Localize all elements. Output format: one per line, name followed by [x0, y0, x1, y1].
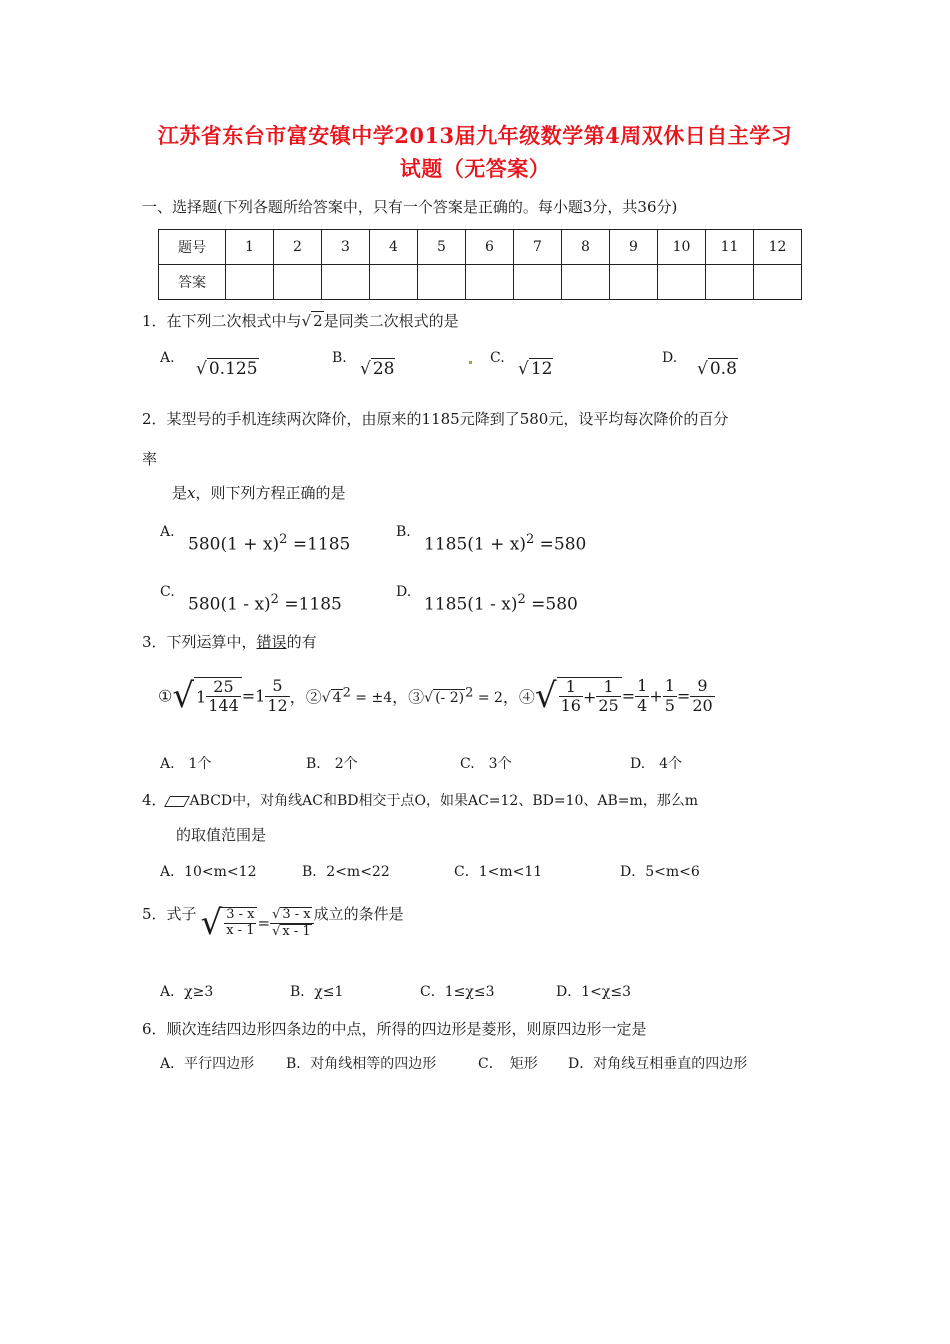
answer-cell[interactable]: [226, 265, 274, 300]
q3-option-a: A. 1个: [160, 756, 212, 772]
question-4-stem-cont: 的取值范围是: [176, 826, 267, 844]
fraction: [690, 677, 714, 715]
q5-option-b: B．χ≤1: [290, 984, 344, 1000]
table-header-cell: 答案: [159, 265, 226, 300]
mark-1: ①: [158, 686, 173, 706]
question-2-stem-line3: [172, 482, 346, 503]
numerator: 3 - x: [226, 907, 255, 923]
q1-option-c: √ 12: [518, 359, 553, 379]
answer-cell[interactable]: [706, 265, 754, 300]
denominator: x - 1: [226, 923, 255, 938]
q2-text-2: ，则下列方程正确的是: [195, 484, 346, 502]
expr: 1185(1 - x): [424, 594, 518, 615]
sqrt-symbol: √: [200, 903, 223, 943]
numerator: √ 3 - x: [270, 907, 314, 924]
sqrt-symbol: √: [172, 676, 195, 716]
radicand: 2: [313, 312, 323, 330]
q3-text: 3．下列运算中，: [142, 633, 257, 651]
fraction: [663, 677, 677, 715]
table-cell: 3: [322, 230, 370, 265]
question-1-stem: [142, 310, 459, 331]
radicand: 3 - x: [282, 906, 311, 922]
radicand: (- 2): [435, 690, 465, 707]
equals: =580: [531, 594, 578, 615]
fraction: [224, 908, 256, 939]
exponent: 2: [279, 532, 288, 547]
equals: =580: [539, 534, 587, 555]
denominator: 20: [692, 695, 713, 715]
q2-option-b: [424, 532, 586, 555]
radicand: [557, 677, 622, 716]
mark-2: ，②: [289, 687, 322, 707]
table-header-cell: 题号: [159, 230, 226, 265]
equals: =: [257, 914, 271, 932]
q4-number: 4．: [142, 791, 167, 809]
table-cell: 2: [274, 230, 322, 265]
q2-option-d: [424, 592, 578, 615]
radicand: 4: [332, 690, 342, 707]
answer-cell[interactable]: [514, 265, 562, 300]
answer-cell[interactable]: [274, 265, 322, 300]
fraction: [635, 677, 649, 715]
answer-cell[interactable]: [610, 265, 658, 300]
equals: =: [676, 686, 691, 706]
numerator: 9: [690, 677, 714, 696]
table-cell: 10: [658, 230, 706, 265]
table-cell: 12: [754, 230, 802, 265]
q3-option-d: D. 4个: [630, 756, 683, 772]
denominator: 5: [664, 695, 675, 715]
q4-option-a: A．10<m<12: [160, 864, 257, 880]
exponent: 2: [525, 532, 535, 547]
q3-underlined: 错误: [256, 633, 287, 651]
radicand: 0.8: [709, 359, 737, 379]
answer-table: [158, 229, 802, 300]
whole-part: 1: [196, 687, 207, 706]
q2-option-b-label: B.: [396, 524, 411, 540]
sqrt-2: √ 2: [301, 312, 323, 330]
q1-option-b: √ 28: [360, 359, 395, 379]
q6-option-a: A．平行四边形: [160, 1056, 255, 1072]
q5-option-d: D．1<χ≤3: [556, 984, 631, 1000]
question-6-stem: 6．顺次连结四边形四条边的中点，所得的四边形是菱形，则原四边形一定是: [142, 1020, 647, 1038]
question-2-stem: 2．某型号的手机连续两次降价，由原来的1185元降到了580元，设平均每次降价的百分: [142, 410, 729, 428]
q2-option-d-label: D.: [396, 584, 412, 600]
expr: 1185(1 + x): [424, 534, 526, 555]
equals: =1: [241, 686, 266, 706]
question-3-stem: [142, 631, 317, 652]
answer-cell[interactable]: [658, 265, 706, 300]
plus: +: [582, 687, 597, 706]
equals: =1185: [284, 594, 342, 615]
exponent: 2: [517, 592, 526, 607]
title-line-1: 江苏省东台市富安镇中学2013届九年级数学第4周双休日自主学习: [157, 123, 793, 148]
q6-option-d: D．对角线互相垂直的四边形: [568, 1056, 748, 1072]
title-line-2: 试题（无答案）: [399, 156, 551, 181]
table-row: [159, 230, 802, 265]
expr: 580(1 - x): [188, 594, 271, 615]
numerator: 25: [206, 678, 241, 697]
parallelogram-icon: [164, 796, 190, 807]
exponent: 2: [342, 685, 351, 701]
q2-option-a-label: A.: [160, 524, 175, 540]
fraction: [596, 678, 620, 716]
fraction: [559, 678, 583, 716]
q1-option-c-label: C.: [490, 350, 505, 366]
numerator: 1: [559, 678, 583, 697]
q5-expression: [201, 903, 314, 943]
numerator: 1: [664, 676, 675, 696]
table-cell: 1: [226, 230, 274, 265]
radicand: 0.125: [208, 359, 258, 379]
answer-cell[interactable]: [370, 265, 418, 300]
table-cell: 8: [562, 230, 610, 265]
q1-option-d-label: D.: [662, 350, 678, 366]
table-cell: 9: [610, 230, 658, 265]
expr-3: √ (- 2)$^2$ = 2: [424, 685, 503, 707]
q2-option-a: [188, 532, 350, 555]
fraction: [265, 677, 289, 715]
radicand: [222, 907, 257, 939]
q1-stem-text-2: 是同类二次根式的是: [323, 312, 459, 330]
q1-option-b-label: B.: [332, 350, 347, 366]
numerator: 5: [265, 677, 289, 696]
question-5-stem: [142, 903, 404, 943]
table-cell: 7: [514, 230, 562, 265]
variable-x: x: [187, 484, 196, 502]
table-cell: 4: [370, 230, 418, 265]
answer-cell[interactable]: [466, 265, 514, 300]
exponent: 2: [270, 592, 279, 607]
denominator: 25: [598, 696, 619, 715]
q6-option-c: C． 矩形: [478, 1056, 538, 1072]
radicand: [194, 677, 242, 716]
equals: =1185: [292, 534, 351, 555]
q1-option-d: √ 0.8: [697, 359, 737, 379]
numerator: 1: [637, 676, 648, 696]
radicand: 12: [530, 359, 553, 379]
q5-option-a: A．χ≥3: [160, 984, 214, 1000]
expr: 580(1 + x): [188, 534, 280, 555]
equals: = 2: [477, 690, 503, 707]
denominator: 4: [637, 695, 648, 715]
q6-option-b: B．对角线相等的四边形: [286, 1056, 437, 1072]
table-cell: 6: [466, 230, 514, 265]
q2-option-c: [188, 592, 342, 615]
q4-option-c: C．1<m<11: [454, 864, 543, 880]
answer-cell[interactable]: [322, 265, 370, 300]
answer-cell[interactable]: [754, 265, 802, 300]
q2-text: 是: [172, 484, 188, 502]
q5-text-2: 成立的条件是: [313, 905, 404, 923]
answer-cell[interactable]: [418, 265, 466, 300]
q1-option-a: √ 0.125: [196, 359, 258, 379]
q4-option-d: D．5<m<6: [620, 864, 700, 880]
answer-cell[interactable]: [562, 265, 610, 300]
equals: = ±4: [355, 690, 393, 707]
denominator: 12: [267, 695, 288, 715]
question-2-stem-cont: 率: [142, 450, 158, 468]
table-cell: 5: [418, 230, 466, 265]
mark-4: ，④: [502, 687, 535, 707]
q1-stem-text: 1．在下列二次根式中与: [142, 312, 302, 330]
q2-option-c-label: C.: [160, 584, 175, 600]
numerator: 1: [596, 678, 620, 697]
radicand: x - 1: [282, 923, 311, 939]
denominator: 144: [208, 696, 239, 715]
radicand: 28: [372, 359, 395, 379]
q3-option-c: C. 3个: [460, 756, 512, 772]
q4-text: ABCD中，对角线AC和BD相交于点O，如果AC=12、BD=10、AB=m，那么m: [189, 793, 699, 809]
section-heading: 一、选择题(下列各题所给答案中，只有一个答案是正确的。每小题3分，共36分): [142, 198, 678, 216]
denominator: 16: [560, 696, 581, 715]
denominator: √ x - 1: [272, 923, 311, 939]
table-row: [159, 265, 802, 300]
stray-dot: [469, 361, 472, 364]
q5-text: 5．式子: [142, 905, 197, 923]
fraction: [270, 907, 314, 940]
table-cell: 11: [706, 230, 754, 265]
q4-option-b: B．2<m<22: [302, 864, 390, 880]
exponent: 2: [465, 685, 474, 701]
fraction: [206, 678, 241, 716]
equals: =: [621, 686, 636, 706]
expr-2: √ $4^2 = \pm 4$: [321, 685, 393, 707]
plus: +: [649, 686, 663, 706]
question-4-stem: [142, 789, 698, 810]
q1-option-a-label: A.: [160, 350, 175, 366]
sqrt-symbol: √: [534, 676, 557, 716]
q5-option-c: C．1≤χ≤3: [420, 984, 495, 1000]
mark-3: ，③: [392, 687, 425, 707]
q3-text-2: 的有: [286, 633, 317, 651]
q3-option-b: B. 2个: [306, 756, 358, 772]
q3-expressions: [158, 676, 715, 716]
